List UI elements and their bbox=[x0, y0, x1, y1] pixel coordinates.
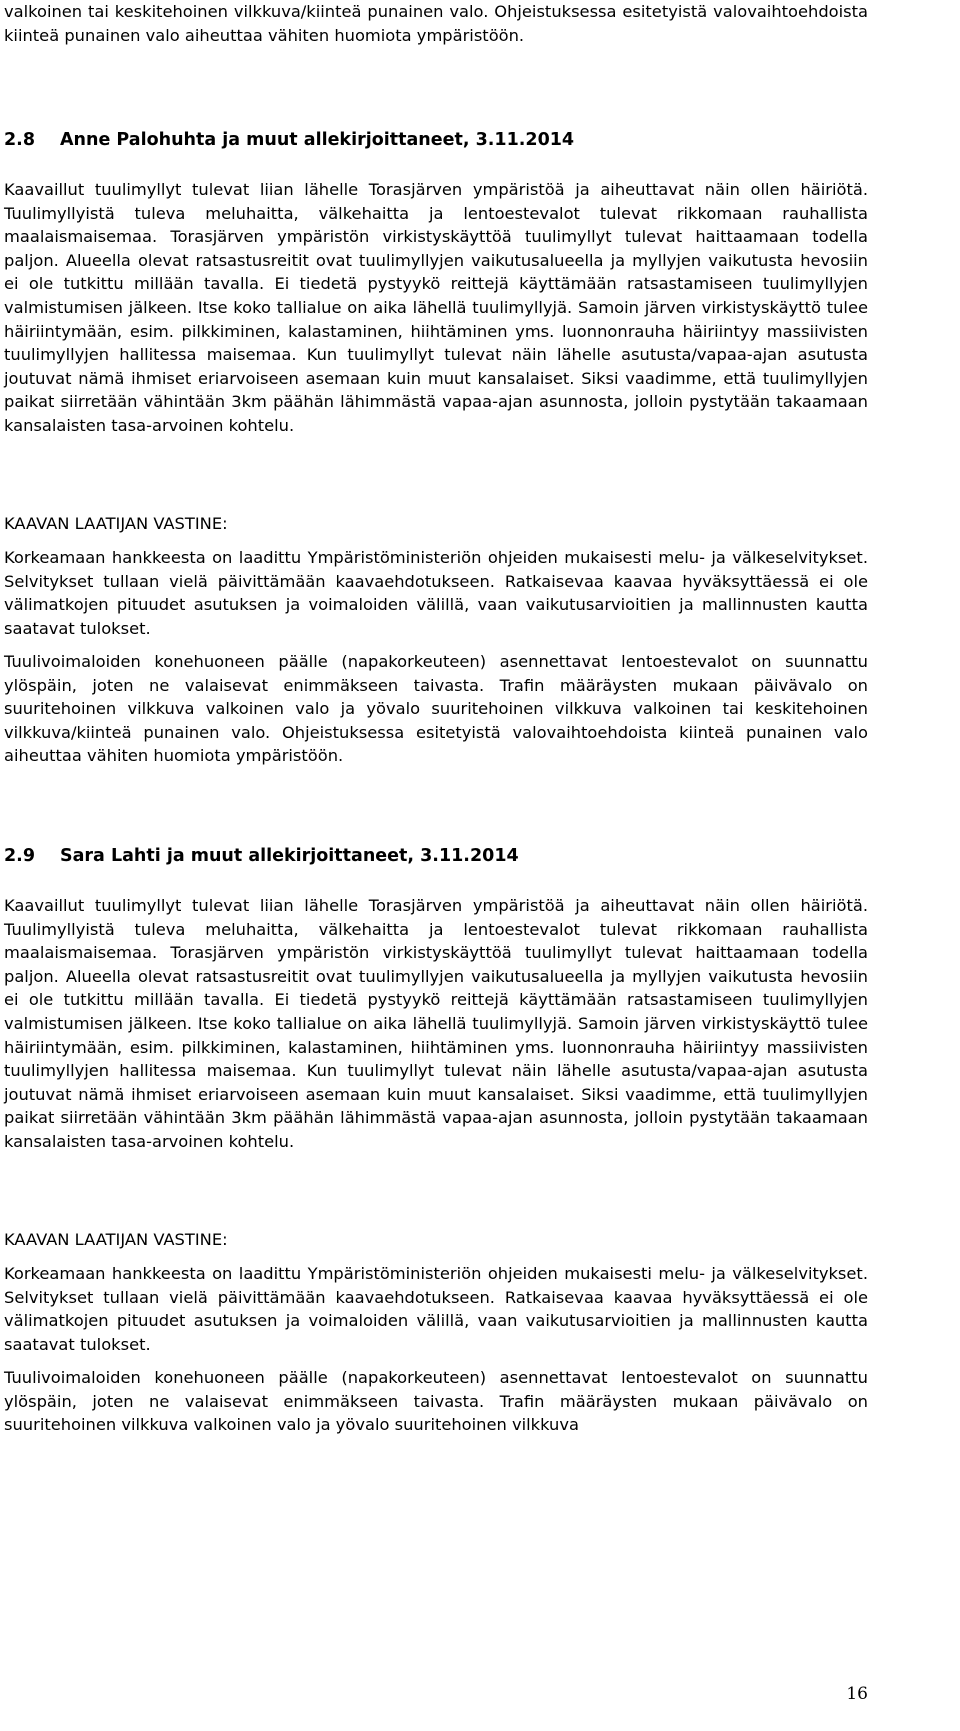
response-paragraph-2-8-b: Tuulivoimaloiden konehuoneen päälle (napakorkeuteen) asennettavat lentoestevalot on suunnattu ylöspäin, joten ne valaisevat enimmäkseen taivasta. Trafin määräysten mukaan päivävalo on suuritehoinen vilkkuva valkoinen valo ja yövalo suuritehoinen vilkkuva valkoinen tai keskitehoinen vilkkuva/kiinteä punainen valo. Ohjeistuksessa esitetyistä valovaihtoehdoista kiinteä punainen valo aiheuttaa vähiten huomiota ympäristöön. bbox=[4, 652, 868, 766]
page-number: 16 bbox=[846, 1684, 868, 1704]
opinion-paragraph-2-9: Kaavaillut tuulimyllyt tulevat liian lähelle Torasjärven ympäristöä ja aiheuttavat näin ollen häiriötä. Tuulimyllyistä tuleva meluhaitta, välkehaitta ja lentoestevalot tulevat rikkomaan rauhallista maalaismaisemaa. Torasjärven ympäristön virkistyskäyttöä tuulimyllyt tulevat haittaamaan todella paljon. Alueella olevat ratsastusreitit ovat tuulimyllyjen vaikutusalueella ja myllyjen vaikutusta hevosiin ei ole tutkittu millään tavalla. Ei tiedetä pystyykö reittejä käyttämään ratsastamiseen tuulimyllyjen valmistumisen jälkeen. Itse koko tallialue on aika lähellä tuulimyllyjä. Samoin järven virkistyskäyttö tulee häiriintymään, esim. pilkkiminen, kalastaminen, hiihtäminen yms. luonnonrauha häiriintyy massiivisten tuulimyllyjen hallitessa maisemaa. Kun tuulimyllyt tulevat näin lähelle asutusta/vapaa-ajan asutusta joutuvat nämä ihmiset eriarvoiseen asemaan kuin muut kansalaiset. Siksi vaadimme, että tuulimyllyjen paikat siirretään vähintään 3km päähän lähimmästä vapaa-ajan asunnosta, jolloin pystytään takaamaan kansalaisten tasa-arvoinen kohtelu. bbox=[4, 896, 868, 1151]
response-paragraph-2-8-a: Korkeamaan hankkeesta on laadittu Ympäristöministeriön ohjeiden mukaisesti melu- ja välkeselvitykset. Selvitykset tullaan vielä päivittämään kaavaehdotukseen. Ratkaisevaa kaavaa hyväksyttäessä ei ole välimatkojen pituudet asutuksen ja voimaloiden välillä, vaan vaikutusarvioitien ja mallinnusten kautta saatavat tulokset. bbox=[4, 548, 868, 638]
section-heading-2-8 bbox=[4, 130, 574, 150]
section-heading-2-9 bbox=[4, 846, 519, 866]
response-paragraph-2-9-b: Tuulivoimaloiden konehuoneen päälle (napakorkeuteen) asennettavat lentoestevalot on suunnattu ylöspäin, joten ne valaisevat enimmäkseen taivasta. Trafin määräysten mukaan päivävalo on suuritehoinen vilkkuva valkoinen valo ja yövalo suuritehoinen vilkkuva bbox=[4, 1368, 868, 1435]
section-number: 2.8 bbox=[4, 130, 36, 150]
section-number: 2.9 bbox=[4, 846, 36, 866]
continuation-paragraph: valkoinen tai keskitehoinen vilkkuva/kiinteä punainen valo. Ohjeistuksessa esitetyistä valovaihtoehdoista kiinteä punainen valo aiheuttaa vähiten huomiota ympäristöön. bbox=[4, 2, 868, 45]
section-title: Sara Lahti ja muut allekirjoittaneet, 3.11.2014 bbox=[60, 846, 519, 866]
section-title: Anne Palohuhta ja muut allekirjoittaneet, 3.11.2014 bbox=[60, 130, 575, 150]
response-label-2-8: KAAVAN LAATIJAN VASTINE: bbox=[4, 514, 228, 533]
response-label-2-9: KAAVAN LAATIJAN VASTINE: bbox=[4, 1230, 228, 1249]
opinion-paragraph-2-8: Kaavaillut tuulimyllyt tulevat liian lähelle Torasjärven ympäristöä ja aiheuttavat näin ollen häiriötä. Tuulimyllyistä tuleva meluhaitta, välkehaitta ja lentoestevalot tulevat rikkomaan rauhallista maalaismaisemaa. Torasjärven ympäristön virkistyskäyttöä tuulimyllyt tulevat haittaamaan todella paljon. Alueella olevat ratsastusreitit ovat tuulimyllyjen vaikutusalueella ja myllyjen vaikutusta hevosiin ei ole tutkittu millään tavalla. Ei tiedetä pystyykö reittejä käyttämään ratsastamiseen tuulimyllyjen valmistumisen jälkeen. Itse koko tallialue on aika lähellä tuulimyllyjä. Samoin järven virkistyskäyttö tulee häiriintymään, esim. pilkkiminen, kalastaminen, hiihtäminen yms. luonnonrauha häiriintyy massiivisten tuulimyllyjen hallitessa maisemaa. Kun tuulimyllyt tulevat näin lähelle asutusta/vapaa-ajan asutusta joutuvat nämä ihmiset eriarvoiseen asemaan kuin muut kansalaiset. Siksi vaadimme, että tuulimyllyjen paikat siirretään vähintään 3km päähän lähimmästä vapaa-ajan asunnosta, jolloin pystytään takaamaan kansalaisten tasa-arvoinen kohtelu. bbox=[4, 180, 868, 435]
response-paragraph-2-9-a: Korkeamaan hankkeesta on laadittu Ympäristöministeriön ohjeiden mukaisesti melu- ja välkeselvitykset. Selvitykset tullaan vielä päivittämään kaavaehdotukseen. Ratkaisevaa kaavaa hyväksyttäessä ei ole välimatkojen pituudet asutuksen ja voimaloiden välillä, vaan vaikutusarvioitien ja mallinnusten kautta saatavat tulokset. bbox=[4, 1264, 868, 1354]
